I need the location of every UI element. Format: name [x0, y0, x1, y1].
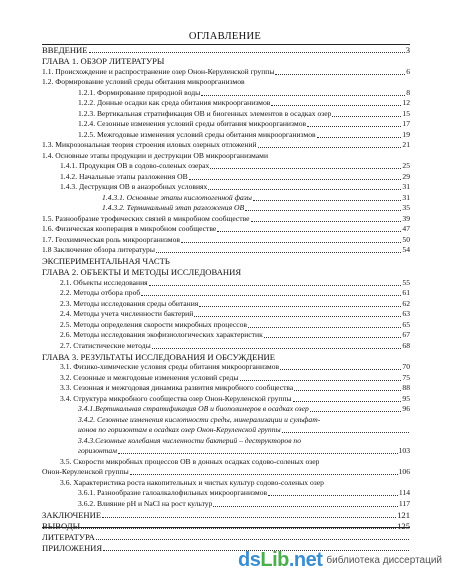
toc-entry[interactable]	[42, 362, 410, 373]
toc-entry[interactable]	[42, 330, 410, 341]
toc-leader-dots	[210, 168, 401, 169]
toc-leader-dots	[248, 327, 401, 328]
toc-entry[interactable]	[42, 372, 410, 383]
toc-entry-title: 3.6. Характеристика роста накопительных и чистых культур содово-соленых озер	[60, 477, 324, 487]
toc-entry-title: 1.7. Геохимическая роль микроорганизмов	[42, 234, 180, 244]
toc-entry-title: 3.3. Сезонная и межгодовая динамика развития микробного сообщества	[60, 383, 294, 392]
toc-leader-dots	[258, 147, 402, 148]
toc-entry[interactable]	[42, 288, 410, 299]
toc-entry[interactable]	[42, 224, 410, 235]
toc-entry-title: 2.2. Методы отбора проб	[60, 288, 141, 297]
toc-leader-dots	[332, 116, 401, 117]
toc-leader-dots	[96, 539, 409, 540]
toc-entry-title: 1.6. Физическая кооперация в микробном сообществе	[42, 224, 217, 233]
toc-entry[interactable]	[42, 435, 410, 446]
toc-page-number: 6	[406, 66, 410, 76]
toc-leader-dots	[275, 74, 405, 75]
toc-entry[interactable]	[42, 456, 410, 467]
toc-entry[interactable]	[42, 340, 410, 351]
toc-entry[interactable]	[42, 404, 410, 415]
toc-entry-title: 2.3. Методы исследования среды обитания	[60, 298, 199, 308]
toc-page-number: 125	[397, 520, 410, 531]
toc-entry[interactable]	[42, 383, 410, 394]
toc-entry-title: ионов по горизонтам в осадках озер Онон-Керуленской группы	[78, 425, 281, 434]
toc-page-number: 95	[402, 393, 410, 403]
toc-entry-title: ВЫВОДЫ	[42, 520, 81, 531]
toc-page-number: 117	[398, 498, 410, 508]
toc-page-number: 12	[402, 98, 410, 107]
toc-entry[interactable]	[42, 87, 410, 98]
toc-entry[interactable]	[42, 55, 410, 66]
toc-entry[interactable]	[42, 467, 410, 478]
toc-entry[interactable]	[42, 171, 410, 182]
toc-leader-dots	[317, 137, 402, 138]
toc-entry[interactable]	[42, 393, 410, 404]
toc-entry-title: 3.4.2. Сезонные изменения кислотности среды, минерализации и сульфат-	[78, 414, 321, 424]
toc-entry-title: 1.8 Заключение обзора литературы	[42, 245, 155, 254]
toc-page-number: 106	[398, 467, 410, 476]
toc-entry[interactable]	[42, 203, 410, 214]
toc-leader-dots	[152, 348, 402, 349]
toc-page-number: 65	[402, 319, 410, 329]
toc-leader-dots	[280, 369, 401, 370]
toc-page-number: 96	[402, 404, 410, 413]
toc-page-number: 47	[402, 224, 410, 233]
toc-entry-title: 2.7. Статистические методы	[60, 340, 151, 350]
toc-page-number: 61	[402, 288, 410, 297]
toc-page-number: 103	[398, 446, 410, 455]
toc-page-number: 68	[402, 340, 410, 350]
toc-entry-title: 1.4.1. Продукция ОВ в содово-соленых озерах	[60, 161, 210, 170]
toc-entry[interactable]	[42, 119, 410, 130]
toc-entry[interactable]	[42, 161, 410, 172]
toc-leader-dots	[149, 285, 402, 286]
toc-entry[interactable]	[42, 477, 410, 488]
toc-leader-dots	[268, 495, 398, 496]
toc-page-number: 25	[402, 161, 410, 170]
toc-entry-title: 1.4.2. Начальные этапы разложения ОВ	[60, 171, 188, 181]
toc-entry-title: 3.2. Сезонные и межгодовые изменения условий среды	[60, 372, 239, 382]
toc-page-number: 31	[402, 182, 410, 191]
toc-leader-dots	[118, 453, 398, 454]
toc-entry[interactable]	[42, 319, 410, 330]
toc-entry-title: ЭКСПЕРИМЕНТАЛЬНАЯ ЧАСТЬ	[42, 256, 170, 266]
toc-page-number: 70	[402, 362, 410, 371]
toc-leader-dots	[282, 432, 409, 433]
toc-leader-dots	[194, 316, 401, 317]
toc-entry[interactable]	[42, 277, 410, 288]
toc-entry[interactable]	[42, 498, 410, 509]
toc-entry-title: 3.6.2. Влияние pH и NaCl на рост культур	[78, 498, 213, 508]
toc-entry-title: 1.4.3. Деструкция ОВ в анаэробных условиях	[60, 182, 208, 191]
toc-entry-title: Онон-Керуленской группы	[42, 467, 129, 476]
toc-entry-title: 1.4. Основные этапы продукции и деструкции ОВ микроорганизмами	[42, 150, 269, 160]
toc-entry-title: ЗАКЛЮЧЕНИЕ	[42, 509, 102, 520]
toc-entry-title: 2.6. Методы исследования экофизиологических характеристик	[60, 330, 263, 339]
toc-leader-dots	[208, 189, 401, 190]
toc-entry-title: 1.2.3. Вертикальная стратификация ОВ и биогенных элементов в осадках озер	[78, 108, 332, 118]
toc-page-number: 62	[402, 298, 410, 308]
table-of-contents	[42, 44, 410, 553]
toc-leader-dots	[253, 200, 402, 201]
toc-leader-dots	[201, 95, 405, 96]
toc-leader-dots	[102, 517, 396, 518]
toc-leader-dots	[181, 242, 401, 243]
toc-entry[interactable]	[42, 129, 410, 140]
toc-entry-title: 1.2.2. Донные осадки как среда обитания микроорганизмов	[78, 98, 271, 107]
toc-entry[interactable]	[42, 255, 410, 266]
toc-entry[interactable]	[42, 298, 410, 309]
toc-leader-dots	[141, 295, 401, 296]
toc-entry-title: ГЛАВА 2. ОБЪЕКТЫ И МЕТОДЫ ИССЛЕДОВАНИЯ	[42, 267, 242, 277]
toc-entry-title: ГЛАВА 3. РЕЗУЛЬТАТЫ ИССЛЕДОВАНИЯ И ОБСУЖДЕНИЕ	[42, 351, 276, 362]
toc-entry[interactable]	[42, 98, 410, 109]
toc-page-number: 8	[406, 87, 410, 97]
toc-entry[interactable]	[42, 182, 410, 193]
toc-entry[interactable]	[42, 66, 410, 77]
bottom-rule	[42, 527, 410, 528]
toc-entry-title: 3.1. Физико-химические условия среды обитания микроорганизмов	[60, 362, 280, 371]
toc-page-number: 67	[402, 330, 410, 339]
toc-entry[interactable]	[42, 77, 410, 88]
toc-leader-dots	[251, 221, 402, 222]
toc-page-number: 88	[402, 383, 410, 392]
toc-entry[interactable]	[42, 192, 410, 203]
toc-leader-dots	[293, 401, 402, 402]
toc-entry[interactable]	[42, 488, 410, 499]
toc-page-number: 39	[402, 213, 410, 223]
toc-entry-title: ПРИЛОЖЕНИЯ	[42, 542, 103, 553]
toc-entry[interactable]	[42, 213, 410, 224]
toc-page-number: 35	[402, 203, 410, 212]
toc-page-number: 21	[402, 140, 410, 149]
toc-entry-title: 1.2.1. Формирование природной воды	[78, 87, 201, 97]
toc-entry[interactable]	[42, 414, 410, 425]
toc-leader-dots	[217, 231, 401, 232]
toc-entry-title: 1.2.5. Межгодовые изменения условий среды обитания микроорганизмов	[78, 129, 316, 139]
toc-entry-title: 2.5. Методы определения скорости микробных процессов	[60, 319, 247, 329]
toc-entry-title: 1.4.3.1. Основные этапы кислотогенной фазы	[102, 192, 252, 202]
watermark-logo: dsLib.net	[238, 548, 323, 571]
toc-page-number: 29	[402, 171, 410, 181]
toc-entry-title: 2.4. Методы учета численности бактерий	[60, 309, 194, 318]
page-title: ОГЛАВЛЕНИЕ	[188, 31, 262, 42]
toc-entry[interactable]	[42, 425, 410, 436]
toc-leader-dots	[189, 179, 402, 180]
toc-leader-dots	[294, 390, 401, 391]
toc-entry-title: ВВЕДЕНИЕ	[42, 45, 88, 55]
toc-entry-title: ЛИТЕРАТУРА	[42, 531, 95, 542]
toc-entry-title: 3.4.1.Вертикальная стратификация ОВ и биополимеров в осадках озер	[78, 404, 309, 413]
toc-page-number: 121	[397, 509, 410, 520]
toc-entry[interactable]	[42, 150, 410, 161]
toc-entry[interactable]	[42, 351, 410, 362]
toc-entry-title: 1.2.4. Сезонные изменения условий среды обитания микроорганизмов	[78, 119, 307, 128]
toc-entry-title: горизонтам	[78, 446, 117, 455]
toc-entry-title: 1.4.3.2. Терминальный этап разложения ОВ	[102, 203, 245, 212]
toc-leader-dots	[89, 52, 405, 53]
toc-page-number: 17	[402, 119, 410, 128]
toc-entry-title: 1.3. Микрозональная теория строения иловых озерных отложений	[42, 140, 257, 149]
toc-entry[interactable]	[42, 520, 410, 531]
toc-page-number: 31	[402, 192, 410, 202]
toc-entry[interactable]	[42, 266, 410, 277]
toc-entry-title: 1.2. Формирование условий среды обитания микроорганизмов	[42, 77, 245, 86]
toc-entry-title: 3.6.1. Разнообразие галоалкалофильных микроорганизмов	[78, 488, 268, 497]
toc-entry-title: 1.5. Разнообразие трофических связей в микробном сообществе	[42, 213, 250, 223]
toc-page-number: 55	[402, 277, 410, 287]
toc-entry[interactable]	[42, 44, 410, 55]
toc-entry[interactable]	[42, 108, 410, 119]
toc-leader-dots	[130, 474, 398, 475]
toc-page-number: 3	[405, 45, 410, 55]
toc-entry[interactable]	[42, 309, 410, 320]
toc-entry-title: 3.4.3.Сезонные колебания численности бактерий – деструкторов по	[78, 435, 302, 445]
watermark[interactable]	[238, 546, 442, 574]
toc-entry-title: 3.5. Скорости микробных процессов ОВ в донных осадках содово-соленых озер	[60, 456, 320, 466]
toc-leader-dots	[240, 380, 402, 381]
toc-page-number: 63	[402, 309, 410, 318]
toc-entry-title: 3.4. Структура микробного сообщества озер Онон-Керуленской группы	[60, 393, 292, 403]
toc-entry[interactable]	[42, 245, 410, 256]
toc-entry[interactable]	[42, 140, 410, 151]
toc-page-number: 19	[402, 129, 410, 139]
watermark-subtitle: библиотека диссертаций	[326, 554, 442, 566]
toc-entry[interactable]	[42, 234, 410, 245]
toc-leader-dots	[271, 105, 401, 106]
toc-leader-dots	[310, 411, 402, 412]
toc-entry-title: 2.1. Объекты исследования	[60, 277, 148, 287]
toc-page-number: 50	[402, 234, 410, 244]
toc-leader-dots	[156, 252, 401, 253]
toc-page-number: 114	[398, 488, 410, 497]
toc-leader-dots	[199, 306, 401, 307]
toc-page-number: 15	[402, 108, 410, 118]
toc-entry[interactable]	[42, 509, 410, 520]
toc-leader-dots	[264, 337, 402, 338]
toc-leader-dots	[307, 126, 401, 127]
toc-leader-dots	[245, 210, 401, 211]
toc-entry-title: ГЛАВА 1. ОБЗОР ЛИТЕРАТУРЫ	[42, 56, 165, 66]
toc-entry[interactable]	[42, 531, 410, 542]
toc-page-number: 75	[402, 372, 410, 382]
toc-leader-dots	[213, 506, 398, 507]
toc-entry[interactable]	[42, 446, 410, 457]
toc-entry-title: 1.1. Происхождение и распространение озер Онон-Керуленской группы	[42, 66, 275, 76]
toc-page-number: 54	[402, 245, 410, 254]
